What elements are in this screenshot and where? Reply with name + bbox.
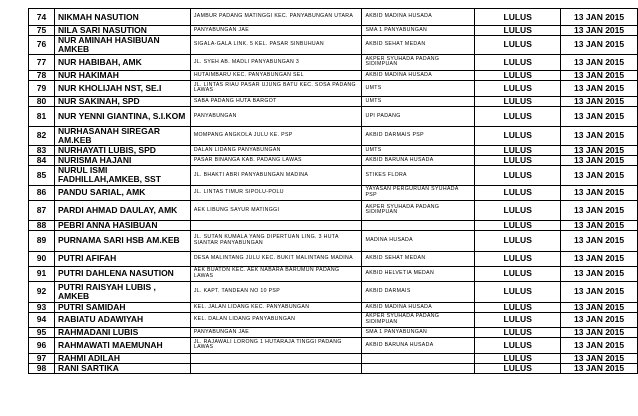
participant-address: KEL. DALAN LIDANG PANYABUNGAN: [190, 312, 362, 327]
result-status: LULUS: [475, 70, 561, 80]
participant-institution: AKBID SEHAT MEDAN: [362, 251, 475, 266]
table-row: [29, 145, 638, 155]
row-number: 78: [29, 70, 55, 80]
participant-institution: AKPER SYUHADA PADANG SIDIMPUAN: [362, 200, 475, 220]
row-number: 82: [29, 126, 55, 145]
participant-institution: AKBID BARUNA HUSADA: [362, 337, 475, 353]
result-status: LULUS: [475, 54, 561, 70]
row-number: 74: [29, 9, 55, 26]
participant-address: DALAN LIDANG PANYABUNGAN: [190, 145, 362, 155]
row-number: 92: [29, 281, 55, 302]
row-number: 88: [29, 220, 55, 230]
participant-address: PANYABUNGAN JAE: [190, 327, 362, 337]
participant-name: RAHMI ADILAH: [54, 353, 190, 363]
participant-institution: [362, 363, 475, 373]
participant-institution: [362, 220, 475, 230]
result-status: LULUS: [475, 220, 561, 230]
result-status: LULUS: [475, 36, 561, 55]
participant-name: NUR HABIBAH, AMK: [54, 54, 190, 70]
participant-name: RAHMADANI LUBIS: [54, 327, 190, 337]
result-status: LULUS: [475, 155, 561, 165]
participant-institution: SMA 1 PANYABUNGAN: [362, 327, 475, 337]
table-row: [29, 266, 638, 281]
participant-institution: AKBID SEHAT MEDAN: [362, 36, 475, 55]
participant-institution: [362, 353, 475, 363]
participant-institution: UPI PADANG: [362, 106, 475, 126]
participant-institution: AKBID DARMAIS: [362, 281, 475, 302]
result-date: 13 JAN 2015: [561, 200, 638, 220]
result-status: LULUS: [475, 363, 561, 373]
participant-address: SABA PADANG HUTA BARGOT: [190, 96, 362, 106]
table-row: [29, 220, 638, 230]
table-row: [29, 165, 638, 185]
participant-institution: YAYASAN PERGURUAN SYUHADA PSP: [362, 185, 475, 200]
participant-address: JL. LINTAS RIAU PASAR UJUNG BATU KEC. SOSA PADANG LAWAS: [190, 80, 362, 96]
table-row: [29, 200, 638, 220]
participant-name: NURHASANAH SIREGAR AM.KEB: [54, 126, 190, 145]
result-status: LULUS: [475, 26, 561, 36]
result-date: 13 JAN 2015: [561, 266, 638, 281]
participant-address: JAMBUR PADANG MATINGGI KEC. PANYABUNGAN UTARA: [190, 9, 362, 26]
result-date: 13 JAN 2015: [561, 80, 638, 96]
participant-institution: SMA 1 PANYABUNGAN: [362, 26, 475, 36]
result-date: 13 JAN 2015: [561, 251, 638, 266]
participant-address: JL. SYEH AB. MADLI PANYABUNGAN 3: [190, 54, 362, 70]
result-status: LULUS: [475, 266, 561, 281]
participant-address: JL. RAJAWALI LORONG 1 HUTARAJA TINGGI PADANG LAWAS: [190, 337, 362, 353]
row-number: 75: [29, 26, 55, 36]
participant-institution: UMTS: [362, 96, 475, 106]
participant-address: HUTAIMBARU KEC. PANYABUNGAN SEL: [190, 70, 362, 80]
table-row: [29, 106, 638, 126]
result-date: 13 JAN 2015: [561, 327, 638, 337]
participant-name: NUR AMINAH HASIBUAN AMKEB: [54, 36, 190, 55]
table-row: [29, 281, 638, 302]
table-row: [29, 26, 638, 36]
participant-institution: AKBID HELVETIA MEDAN: [362, 266, 475, 281]
participant-address: KEL. JALAN LIDANG KEC. PANYABUNGAN: [190, 302, 362, 312]
participant-name: PANDU SARIAL, AMK: [54, 185, 190, 200]
result-date: 13 JAN 2015: [561, 230, 638, 251]
participant-institution: AKPER SYUHADA PADANG SIDIMPUAN: [362, 54, 475, 70]
result-status: LULUS: [475, 200, 561, 220]
participant-institution: AKBID BARUNA HUSADA: [362, 155, 475, 165]
result-status: LULUS: [475, 281, 561, 302]
row-number: 86: [29, 185, 55, 200]
table-row: [29, 155, 638, 165]
row-number: 96: [29, 337, 55, 353]
participant-address: PANYABUNGAN: [190, 106, 362, 126]
result-date: 13 JAN 2015: [561, 337, 638, 353]
table-row: [29, 70, 638, 80]
result-status: LULUS: [475, 302, 561, 312]
participant-name: PURNAMA SARI HSB AM.KEB: [54, 230, 190, 251]
participant-institution: UMTS: [362, 145, 475, 155]
result-date: 13 JAN 2015: [561, 353, 638, 363]
table-row: [29, 337, 638, 353]
result-date: 13 JAN 2015: [561, 302, 638, 312]
participant-address: AEK LIBUNG SAYUR MATINGGI: [190, 200, 362, 220]
result-date: 13 JAN 2015: [561, 96, 638, 106]
result-date: 13 JAN 2015: [561, 165, 638, 185]
result-status: LULUS: [475, 251, 561, 266]
participant-name: PARDI AHMAD DAULAY, AMK: [54, 200, 190, 220]
table-row: [29, 9, 638, 26]
result-date: 13 JAN 2015: [561, 36, 638, 55]
participant-table: [28, 8, 638, 374]
result-status: LULUS: [475, 106, 561, 126]
participant-address: JL. BHAKTI ABRI PANYABUNGAN MADINA: [190, 165, 362, 185]
result-status: LULUS: [475, 165, 561, 185]
participant-institution: AKBID MADINA HUSADA: [362, 9, 475, 26]
result-status: LULUS: [475, 312, 561, 327]
result-date: 13 JAN 2015: [561, 363, 638, 373]
table-row: [29, 327, 638, 337]
participant-name: PUTRI DAHLENA NASUTION: [54, 266, 190, 281]
participant-address: SIGALA-GALA LINK. 5 KEL. PASAR SINBUHUAN: [190, 36, 362, 55]
table-row: [29, 54, 638, 70]
row-number: 93: [29, 302, 55, 312]
table-row: [29, 363, 638, 373]
result-status: LULUS: [475, 80, 561, 96]
participant-institution: AKBID DARMAIS PSP: [362, 126, 475, 145]
participant-name: PEBRI ANNA HASIBUAN: [54, 220, 190, 230]
result-date: 13 JAN 2015: [561, 54, 638, 70]
row-number: 97: [29, 353, 55, 363]
row-number: 95: [29, 327, 55, 337]
row-number: 94: [29, 312, 55, 327]
participant-name: NURISMA HAJANI: [54, 155, 190, 165]
row-number: 79: [29, 80, 55, 96]
result-status: LULUS: [475, 126, 561, 145]
result-date: 13 JAN 2015: [561, 281, 638, 302]
table-row: [29, 96, 638, 106]
row-number: 89: [29, 230, 55, 251]
participant-name: NUR KHOLIJAH NST, SE.I: [54, 80, 190, 96]
participant-institution: AKPER SYUHADA PADANG SIDIMPUAN: [362, 312, 475, 327]
participant-name: NUR YENNI GIANTINA, S.I.KOM: [54, 106, 190, 126]
participant-address: JL. KAPT. TANDEAN NO 10 PSP: [190, 281, 362, 302]
result-date: 13 JAN 2015: [561, 185, 638, 200]
result-status: LULUS: [475, 353, 561, 363]
participant-name: NUR SAKINAH, SPD: [54, 96, 190, 106]
table-row: [29, 80, 638, 96]
result-date: 13 JAN 2015: [561, 126, 638, 145]
row-number: 98: [29, 363, 55, 373]
row-number: 83: [29, 145, 55, 155]
participant-name: RANI SARTIKA: [54, 363, 190, 373]
participant-name: NURUL ISMI FADHILLAH,AMKEB, SST: [54, 165, 190, 185]
participant-institution: AKBID MADINA HUSADA: [362, 302, 475, 312]
row-number: 91: [29, 266, 55, 281]
participant-address: PASAR BINANGA KAB. PADANG LAWAS: [190, 155, 362, 165]
participant-address: [190, 363, 362, 373]
row-number: 80: [29, 96, 55, 106]
row-number: 84: [29, 155, 55, 165]
participant-address: JL. LINTAS TIMUR SIPOLU-POLU: [190, 185, 362, 200]
participant-institution: MADINA HUSADA: [362, 230, 475, 251]
result-date: 13 JAN 2015: [561, 145, 638, 155]
result-date: 13 JAN 2015: [561, 220, 638, 230]
table-row: [29, 185, 638, 200]
table-row: [29, 353, 638, 363]
result-status: LULUS: [475, 327, 561, 337]
row-number: 76: [29, 36, 55, 55]
table-row: [29, 36, 638, 55]
result-date: 13 JAN 2015: [561, 312, 638, 327]
result-status: LULUS: [475, 96, 561, 106]
table-row: [29, 230, 638, 251]
row-number: 87: [29, 200, 55, 220]
table-row: [29, 302, 638, 312]
participant-address: JL. SUTAN KUMALA YANG DIPERTUAN LING. 3 HUTA SIANTAR PANYABUNGAN: [190, 230, 362, 251]
result-date: 13 JAN 2015: [561, 26, 638, 36]
participant-address: [190, 353, 362, 363]
participant-address: PANYABUNGAN JAE: [190, 26, 362, 36]
participant-address: AEK BUATON KEC. AEK NABARA BARUMUN PADANG LAWAS: [190, 266, 362, 281]
row-number: 77: [29, 54, 55, 70]
participant-name: PUTRI AFIFAH: [54, 251, 190, 266]
participant-address: MOMPANG ANGKOLA JULU KE. PSP: [190, 126, 362, 145]
participant-institution: STIKES FLORA: [362, 165, 475, 185]
row-number: 90: [29, 251, 55, 266]
result-date: 13 JAN 2015: [561, 106, 638, 126]
result-date: 13 JAN 2015: [561, 70, 638, 80]
result-date: 13 JAN 2015: [561, 9, 638, 26]
participant-name: PUTRI RAISYAH LUBIS , AMKEB: [54, 281, 190, 302]
result-status: LULUS: [475, 230, 561, 251]
result-status: LULUS: [475, 337, 561, 353]
result-status: LULUS: [475, 145, 561, 155]
participant-institution: UMTS: [362, 80, 475, 96]
participant-name: PUTRI SAMIDAH: [54, 302, 190, 312]
participant-address: DESA MALINTANG JULU KEC. BUKIT MALINTANG MADINA: [190, 251, 362, 266]
row-number: 85: [29, 165, 55, 185]
participant-name: NURHAYATI LUBIS, SPD: [54, 145, 190, 155]
participant-address: [190, 220, 362, 230]
participant-name: NIKMAH NASUTION: [54, 9, 190, 26]
result-date: 13 JAN 2015: [561, 155, 638, 165]
participant-name: RAHMAWATI MAEMUNAH: [54, 337, 190, 353]
table-row: [29, 251, 638, 266]
table-row: [29, 126, 638, 145]
participant-name: NUR HAKIMAH: [54, 70, 190, 80]
result-status: LULUS: [475, 185, 561, 200]
table-body: [29, 9, 638, 374]
participant-name: RABIATU ADAWIYAH: [54, 312, 190, 327]
row-number: 81: [29, 106, 55, 126]
result-status: LULUS: [475, 9, 561, 26]
participant-name: NILA SARI NASUTION: [54, 26, 190, 36]
participant-institution: AKBID MADINA HUSADA: [362, 70, 475, 80]
table-row: [29, 312, 638, 327]
